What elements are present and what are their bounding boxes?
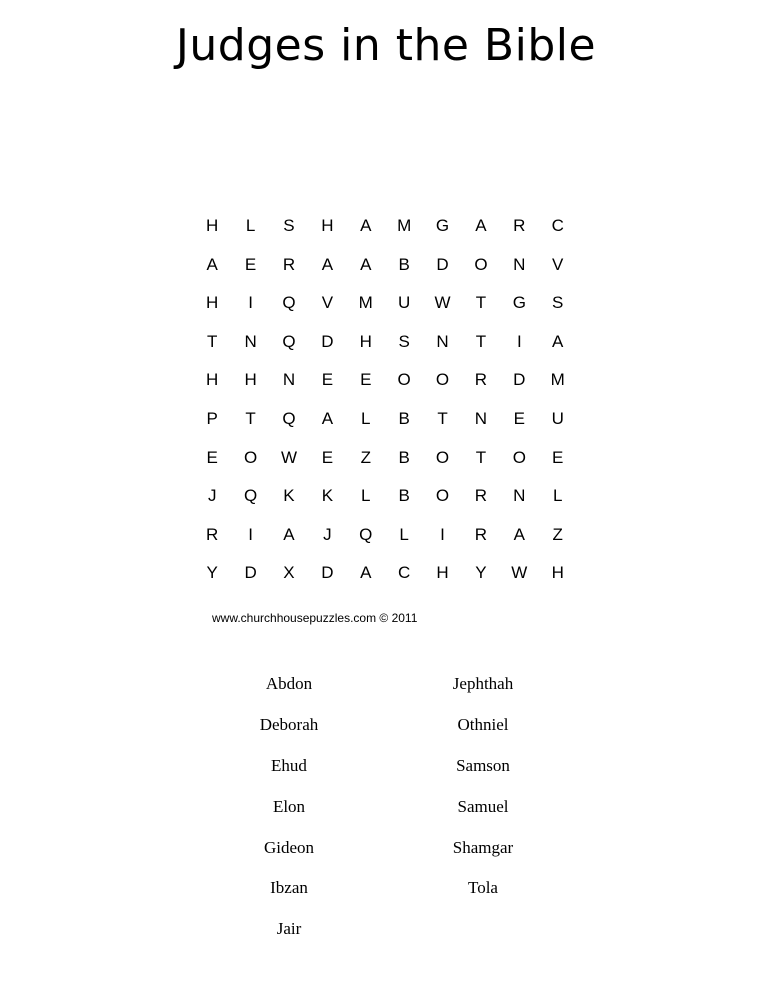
word-list-item: Gideon [263,837,315,857]
grid-letter[interactable]: O [243,447,258,467]
grid-letter[interactable]: G [435,216,450,235]
grid-letter[interactable]: N [513,254,526,274]
grid-letter[interactable]: E [321,370,334,390]
grid-letter[interactable]: Q [282,408,296,428]
word-list-item: Ibzan [270,878,308,898]
grid-letter[interactable]: H [206,370,219,390]
grid-letter[interactable]: Q [282,331,296,351]
grid-letter[interactable]: S [283,216,295,235]
word-list-item: Ehud [271,755,307,775]
grid-letter[interactable]: M [358,293,373,313]
grid-letter[interactable]: H [206,216,219,235]
grid-letter[interactable]: E [206,447,218,467]
grid-letter[interactable]: L [552,486,563,506]
grid-letter[interactable]: P [206,408,218,428]
grid-letter[interactable]: H [436,563,449,583]
grid-letter[interactable]: A [475,216,487,235]
grid-letter[interactable]: I [516,331,522,351]
grid-letter[interactable]: K [321,486,334,506]
grid-letter[interactable]: E [321,447,334,467]
grid-letter[interactable]: S [552,293,564,313]
grid-letter[interactable]: R [513,216,526,235]
grid-letter[interactable]: L [361,486,371,506]
grid-letter[interactable]: C [398,563,411,583]
grid-letter[interactable]: O [435,370,450,390]
grid-letter[interactable]: A [321,254,334,274]
grid-letter[interactable]: Z [552,524,563,544]
grid-letter[interactable]: I [248,293,253,313]
grid-letter[interactable]: C [551,216,564,235]
grid-letter[interactable]: E [552,447,564,467]
grid-letter[interactable]: A [206,254,218,274]
grid-letter[interactable]: H [321,216,334,235]
grid-letter[interactable]: T [475,293,487,313]
word-list-item: Jephthah [452,674,514,693]
page-title: Judges in the Bible [175,20,597,71]
grid-letter[interactable]: U [551,408,564,428]
grid-letter[interactable]: K [283,486,295,506]
word-list-item: Abdon [265,674,313,693]
grid-letter[interactable]: D [321,563,334,583]
grid-letter[interactable]: A [283,524,295,544]
grid-letter[interactable]: R [206,524,219,544]
grid-letter[interactable]: N [513,486,526,506]
grid-letter[interactable]: E [244,254,257,274]
grid-letter[interactable]: T [245,408,256,428]
grid-letter[interactable]: O [512,447,526,467]
grid-letter[interactable]: A [360,254,372,274]
grid-letter[interactable]: A [360,563,372,583]
grid-letter[interactable]: R [474,370,488,390]
grid-letter[interactable]: Q [359,524,373,544]
grid-letter[interactable]: T [475,447,487,467]
grid-letter[interactable]: N [436,331,449,351]
grid-letter[interactable]: R [282,254,296,274]
word-list-item: Othniel [457,714,509,734]
word-list-item: Samuel [457,796,509,816]
grid-letter[interactable]: O [435,486,450,506]
grid-letter[interactable]: D [244,563,257,583]
grid-letter[interactable]: V [321,293,334,313]
grid-letter[interactable]: O [397,370,411,390]
grid-letter[interactable]: H [206,293,219,313]
word-search-grid [193,211,577,597]
copyright-footer: www.churchhousepuzzles.com © 2011 [212,611,418,625]
grid-letter[interactable]: T [207,331,218,351]
grid-letter[interactable]: W [280,447,297,467]
grid-letter[interactable]: H [551,563,564,583]
grid-letter[interactable]: I [440,524,445,544]
grid-letter[interactable]: L [361,408,371,428]
grid-letter[interactable]: H [359,331,372,351]
grid-letter[interactable]: V [552,254,564,274]
grid-letter[interactable]: Q [243,486,258,506]
grid-letter[interactable]: T [437,408,448,428]
grid-letter[interactable]: D [436,254,449,274]
grid-letter[interactable]: B [398,447,410,467]
word-list-left [239,673,339,959]
word-list-item: Deborah [259,714,319,734]
grid-letter[interactable]: T [475,331,487,351]
grid-letter[interactable]: E [513,408,525,428]
grid-letter[interactable]: G [512,293,526,313]
grid-letter[interactable]: R [474,486,488,506]
grid-letter[interactable]: W [434,293,451,313]
grid-letter[interactable]: N [474,408,488,428]
grid-letter[interactable]: R [474,524,488,544]
word-list-item: Jair [276,919,302,939]
word-list-item: Elon [272,796,306,816]
grid-letter[interactable]: J [323,524,332,544]
grid-letter[interactable]: N [244,331,257,351]
grid-letter[interactable]: Y [206,563,218,583]
grid-letter[interactable]: N [282,370,296,390]
grid-letter[interactable]: O [474,254,488,274]
grid-letter[interactable]: B [398,408,410,428]
grid-letter[interactable]: M [397,216,412,235]
grid-letter[interactable]: W [511,563,528,583]
word-list-right [433,673,533,918]
grid-letter[interactable]: A [552,331,564,351]
grid-letter[interactable]: A [321,408,334,428]
grid-letter[interactable]: Y [475,563,487,583]
grid-letter[interactable]: A [360,216,372,235]
grid-letter[interactable]: X [283,563,295,583]
grid-letter[interactable]: H [244,370,257,390]
word-list-item: Shamgar [452,837,514,857]
grid-letter[interactable]: D [321,331,334,351]
grid-letter[interactable]: A [513,524,525,544]
grid-letter[interactable]: D [513,370,526,390]
grid-letter[interactable]: E [360,370,372,390]
grid-letter[interactable]: U [398,293,411,313]
grid-letter[interactable]: B [398,254,410,274]
grid-letter[interactable]: L [245,216,256,235]
word-list-item: Tola [468,878,498,898]
grid-letter[interactable]: M [550,370,565,390]
grid-letter[interactable]: S [398,331,410,351]
grid-letter[interactable]: J [207,486,217,506]
word-list-item: Samson [456,755,510,775]
grid-letter[interactable]: L [399,524,409,544]
grid-letter[interactable]: Q [282,293,296,313]
grid-letter[interactable]: Z [360,447,371,467]
grid-letter[interactable]: B [398,486,410,506]
grid-letter[interactable]: O [435,447,450,467]
grid-letter[interactable]: I [248,524,253,544]
